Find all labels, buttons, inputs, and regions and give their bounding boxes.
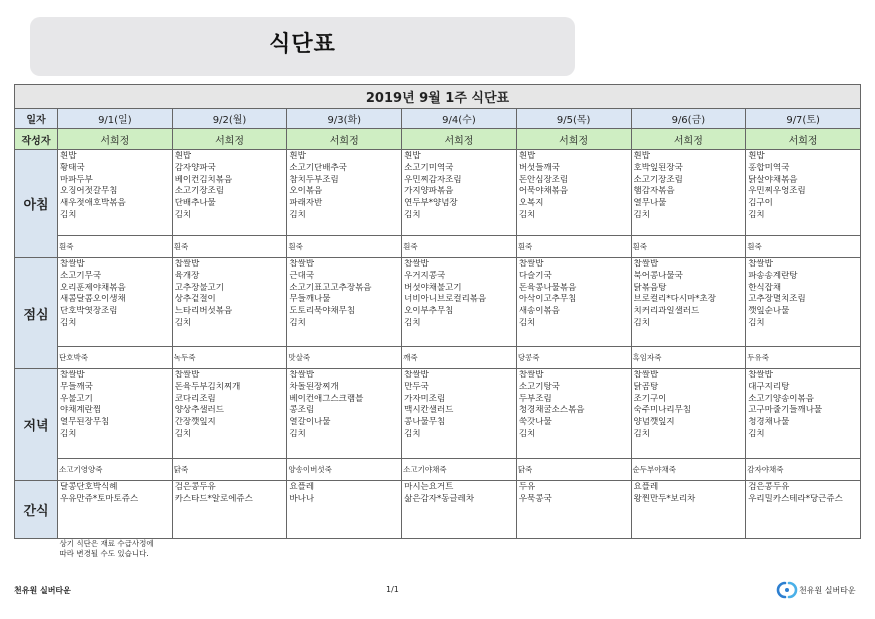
- date-cell: 9/4(수): [402, 109, 517, 129]
- menu-item: 찹쌀밥: [748, 259, 773, 269]
- menu-item: 숙주미나리무침: [633, 405, 691, 416]
- notice-text: 상기 식단은 재료 수급사정에: [59, 539, 154, 548]
- meal-cell: [402, 481, 517, 539]
- menu-item: 만두국: [404, 381, 429, 392]
- porridge-cell: 당콩죽: [516, 347, 631, 369]
- table-title: 2019년 9월 1주 식단표: [15, 85, 861, 109]
- menu-item: 한식잡채: [748, 282, 782, 293]
- date-cell: 9/6(금): [631, 109, 746, 129]
- page-title: 식단표: [269, 32, 336, 57]
- meal-cell: [402, 369, 517, 459]
- menu-item: 쑥갓나물: [518, 417, 552, 428]
- menu-item: 오이볶음: [289, 186, 323, 197]
- menu-item: 흰밥: [174, 151, 192, 161]
- menu-item: 야채계란찜: [60, 405, 102, 416]
- menu-item: 고추장멸치조림: [748, 294, 806, 305]
- author-cell: 서희정: [287, 129, 402, 150]
- menu-item: 감자양파국: [174, 162, 216, 173]
- menu-item: 청경채나물: [748, 417, 790, 428]
- porridge-cell: 흰죽: [516, 236, 631, 258]
- menu-item: 김치: [174, 209, 192, 220]
- menu-item: 검은콩두유: [174, 482, 216, 492]
- menu-item: 김치: [289, 317, 306, 328]
- footer-logo: [776, 580, 856, 600]
- menu-item: 우리밀카스테라*당근쥬스: [748, 493, 843, 504]
- menu-item: 파송송계란탕: [748, 270, 798, 281]
- menu-item: 오복지: [518, 198, 544, 209]
- date-cell: 9/5(목): [516, 109, 631, 129]
- date-header-label: 일자: [15, 109, 58, 129]
- menu-item: 김치: [748, 317, 765, 328]
- menu-item: 달콩단호박식혜: [60, 482, 118, 492]
- meal-label: 아침: [15, 150, 58, 258]
- porridge-cell: 맛살죽: [287, 347, 402, 369]
- menu-item: 깻잎순나물: [748, 306, 790, 317]
- menu-item: 대구지리탕: [748, 381, 790, 392]
- menu-item: 찹쌀밥: [404, 370, 429, 380]
- author-cell: 서희정: [402, 129, 517, 150]
- porridge-cell: 깨죽: [402, 347, 517, 369]
- meal-cell: [746, 258, 861, 347]
- author-cell: 서희정: [172, 129, 287, 150]
- menu-item: 찹쌀밥: [289, 370, 315, 380]
- author-cell: 서희정: [516, 129, 631, 150]
- menu-item: 느타리버섯볶음: [174, 306, 233, 317]
- menu-item: 김치: [518, 317, 536, 328]
- porridge-cell: 양송이버섯죽: [287, 459, 402, 481]
- menu-item: 고구마줄기들깨나물: [748, 405, 823, 416]
- menu-item: 소고기장조림: [633, 174, 683, 185]
- menu-item: 오이부추무침: [404, 306, 454, 317]
- author-cell: 서희정: [58, 129, 173, 150]
- porridge-cell: 흰죽: [287, 236, 402, 258]
- porridge-cell: 녹두죽: [172, 347, 287, 369]
- menu-item: 김치: [289, 428, 306, 439]
- menu-item: 두부조림: [518, 393, 552, 404]
- menu-item: 찹쌀밥: [174, 259, 200, 269]
- menu-item: 김치: [404, 209, 421, 220]
- meal-cell: [402, 258, 517, 347]
- menu-item: 베이컨김치볶음: [174, 174, 233, 185]
- menu-item: 돈안심장조림: [518, 174, 569, 185]
- menu-item: 김치: [60, 317, 77, 328]
- menu-item: 청경채굴소스볶음: [518, 405, 585, 416]
- menu-item: 육개장: [174, 270, 200, 281]
- meal-cell: [631, 481, 746, 539]
- menu-item: 흰밥: [404, 151, 421, 161]
- menu-item: 바나나: [289, 493, 315, 504]
- menu-item: 북어콩나물국: [633, 270, 683, 281]
- logo-icon: [776, 580, 798, 600]
- porridge-cell: 흑임자죽: [631, 347, 746, 369]
- meal-cell: [172, 258, 287, 347]
- menu-item: 무들깨국: [60, 381, 93, 392]
- meal-cell: [631, 258, 746, 347]
- menu-item: 찹쌀밥: [518, 370, 544, 380]
- menu-item: 너비아니브로컬리볶음: [404, 294, 487, 305]
- menu-item: 근대국: [289, 270, 315, 281]
- author-header-label: 작성자: [15, 129, 58, 150]
- menu-item: 가지양파볶음: [404, 186, 454, 197]
- menu-item: 어묵야채볶음: [518, 186, 569, 197]
- menu-item: 찹쌀밥: [748, 370, 773, 380]
- menu-item: 상추겉절이: [174, 294, 216, 305]
- porridge-cell: 소고기야채죽: [402, 459, 517, 481]
- menu-item: 단배추나물: [174, 198, 216, 209]
- meal-cell: [58, 258, 173, 347]
- menu-item: 양상추샐러드: [174, 405, 224, 416]
- meal-cell: [516, 150, 631, 236]
- menu-item: 소고기장조림: [174, 186, 224, 197]
- menu-item: 단호박엿장조림: [60, 306, 118, 317]
- meal-cell: [516, 258, 631, 347]
- meal-cell: [746, 150, 861, 236]
- menu-item: 카스타드*알로에쥬스: [174, 493, 253, 504]
- menu-item: 소고기표고고추장볶음: [289, 282, 372, 293]
- menu-item: 김치: [748, 428, 765, 439]
- porridge-cell: 흰죽: [402, 236, 517, 258]
- porridge-cell: 감자야채죽: [746, 459, 861, 481]
- note-filler: [172, 539, 860, 560]
- menu-item: 오징어젓갈무침: [60, 186, 118, 197]
- porridge-cell: 흰죽: [746, 236, 861, 258]
- menu-item: 마시는요거트: [404, 482, 454, 492]
- porridge-cell: 단호박죽: [58, 347, 173, 369]
- menu-item: 새콤달콤오이생채: [60, 294, 126, 305]
- menu-item: 흰밥: [289, 151, 306, 161]
- porridge-cell: 소고기영양죽: [58, 459, 173, 481]
- menu-item: 차돌된장찌개: [289, 381, 339, 392]
- author-cell: 서희정: [746, 129, 861, 150]
- menu-item: 소고기미역국: [404, 162, 454, 173]
- menu-item: 콩조림: [289, 405, 315, 416]
- menu-item: 버섯들깨국: [518, 162, 560, 173]
- menu-item: 요플레: [633, 482, 659, 492]
- meal-cell: [58, 481, 173, 539]
- menu-item: 아삭이고추무침: [518, 294, 577, 305]
- menu-item: 김치: [518, 428, 536, 439]
- menu-item: 콩나물무침: [404, 417, 446, 428]
- meal-cell: [58, 369, 173, 459]
- menu-item: 김치: [633, 317, 650, 328]
- menu-item: 찹쌀밥: [404, 259, 429, 269]
- menu-item: 김구이: [748, 198, 773, 209]
- meal-cell: [287, 481, 402, 539]
- meal-cell: [172, 369, 287, 459]
- meal-cell: [631, 369, 746, 459]
- menu-item: 요플레: [289, 482, 315, 492]
- menu-item: 황태국: [60, 162, 85, 173]
- meal-cell: [287, 150, 402, 236]
- menu-item: 흰밥: [748, 151, 765, 161]
- notice-text: 따라 변경될 수도 있습니다.: [59, 549, 149, 558]
- porridge-cell: 흰죽: [631, 236, 746, 258]
- menu-item: 버섯야채불고기: [404, 282, 462, 293]
- date-cell: 9/1(일): [58, 109, 173, 129]
- menu-item: 왕찐만두*보리차: [633, 493, 696, 504]
- menu-item: 흰밥: [633, 151, 650, 161]
- menu-item: 햄감자볶음: [633, 186, 675, 197]
- porridge-cell: 두유죽: [746, 347, 861, 369]
- menu-item: 김치: [518, 209, 536, 220]
- menu-item: 두유: [518, 482, 536, 492]
- menu-item: 조기구이: [633, 393, 667, 404]
- menu-item: 삶은감자*동글레차: [404, 493, 475, 504]
- menu-item: 홍합미역국: [748, 162, 790, 173]
- menu-item: 김치: [174, 317, 192, 328]
- menu-item: 찹쌀밥: [633, 370, 659, 380]
- menu-item: 돈육콩나물볶음: [518, 282, 577, 293]
- menu-item: 김치: [404, 428, 421, 439]
- menu-item: 김치: [633, 428, 650, 439]
- menu-item: 찹쌀밥: [289, 259, 315, 269]
- menu-item: 찹쌀밥: [60, 370, 85, 380]
- porridge-cell: 순두부야채죽: [631, 459, 746, 481]
- menu-item: 코다리조림: [174, 393, 216, 404]
- menu-item: 새송이볶음: [518, 306, 560, 317]
- menu-item: 베이컨애그스크램블: [289, 393, 364, 404]
- date-cell: 9/7(토): [746, 109, 861, 129]
- meal-cell: [58, 150, 173, 236]
- menu-item: 닭볶음탕: [633, 282, 667, 293]
- menu-item: 마파두부: [60, 174, 93, 185]
- meal-cell: [516, 481, 631, 539]
- meal-cell: [746, 369, 861, 459]
- menu-item: 우불고기: [60, 393, 93, 404]
- meal-cell: [402, 150, 517, 236]
- menu-item: 우유만쥬*토마토쥬스: [60, 493, 139, 504]
- menu-item: 우민찌감자조림: [404, 174, 462, 185]
- menu-item: 김치: [748, 209, 765, 220]
- menu-item: 흰밥: [60, 151, 77, 161]
- menu-item: 소고기양송이볶음: [748, 393, 814, 404]
- menu-item: 새우젓애호박볶음: [60, 198, 126, 209]
- menu-item: 우묵콩국: [518, 493, 552, 504]
- meal-cell: [172, 150, 287, 236]
- menu-item: 호박잎된장국: [633, 162, 683, 173]
- menu-item: 도토리묵야채무침: [289, 306, 356, 317]
- menu-item: 열갈이나물: [289, 417, 331, 428]
- menu-item: 가자미조림: [404, 393, 446, 404]
- footer-logo-text: 천유원 실버타운: [799, 585, 856, 595]
- meal-cell: [516, 369, 631, 459]
- menu-item: 김치: [174, 428, 192, 439]
- meal-cell: [631, 150, 746, 236]
- menu-item: 닭곰탕: [633, 381, 659, 392]
- menu-item: 김치: [60, 209, 77, 220]
- menu-item: 김치: [633, 209, 650, 220]
- menu-item: 찹쌀밥: [60, 259, 85, 269]
- menu-item: 김치: [404, 317, 421, 328]
- menu-item: 양념깻잎지: [633, 417, 675, 428]
- menu-item: 닭살야채볶음: [748, 174, 798, 185]
- menu-item: 돈육두부김치찌개: [174, 381, 241, 392]
- meal-label: 점심: [15, 258, 58, 369]
- porridge-cell: 닭죽: [516, 459, 631, 481]
- menu-item: 브로컬리*다시마*초장: [633, 294, 716, 305]
- menu-item: 소고기단배추국: [289, 162, 347, 173]
- page-number: 1/1: [386, 585, 399, 594]
- meal-label: 저녁: [15, 369, 58, 481]
- menu-item: 김치: [289, 209, 306, 220]
- porridge-cell: 흰죽: [172, 236, 287, 258]
- meal-cell: [287, 258, 402, 347]
- menu-item: 검은콩두유: [748, 482, 790, 492]
- page-title-box: [30, 17, 575, 76]
- porridge-cell: 흰죽: [58, 236, 173, 258]
- menu-item: 맥시칸샐러드: [404, 405, 454, 416]
- note-spacer: [15, 539, 58, 560]
- menu-item: 무들깨나물: [289, 294, 331, 305]
- menu-item: 찹쌀밥: [518, 259, 544, 269]
- menu-item: 우민찌우엉조림: [748, 186, 806, 197]
- menu-item: 소고기탕국: [518, 381, 560, 392]
- meal-cell: [172, 481, 287, 539]
- menu-item: 찹쌀밥: [633, 259, 659, 269]
- menu-item: 열무된장무침: [60, 417, 110, 428]
- menu-item: 치커리과일샐러드: [633, 306, 700, 317]
- menu-item: 간장깻잎지: [174, 417, 216, 428]
- meal-cell: [287, 369, 402, 459]
- menu-item: 고추장불고기: [174, 282, 224, 293]
- weekly-menu-table: [14, 84, 861, 559]
- menu-item: 오리훈제야채볶음: [60, 282, 126, 293]
- menu-item: 참치두부조림: [289, 174, 339, 185]
- porridge-cell: 닭죽: [172, 459, 287, 481]
- date-cell: 9/3(화): [287, 109, 402, 129]
- author-cell: 서희정: [631, 129, 746, 150]
- menu-item: 다슬기국: [518, 270, 552, 281]
- menu-item: 찹쌀밥: [174, 370, 200, 380]
- date-cell: 9/2(월): [172, 109, 287, 129]
- menu-item: 연두부*양념장: [404, 198, 458, 209]
- menu-item: 열무나물: [633, 198, 667, 209]
- notice-cell: [58, 539, 173, 560]
- menu-item: 김치: [60, 428, 77, 439]
- menu-item: 흰밥: [518, 151, 536, 161]
- meal-label: 간식: [15, 481, 58, 539]
- menu-item: 우거지콩국: [404, 270, 446, 281]
- meal-cell: [746, 481, 861, 539]
- menu-item: 소고기무국: [60, 270, 102, 281]
- footer-org-name: 천유원 실버타운: [14, 586, 71, 595]
- menu-item: 파래자반: [289, 198, 323, 209]
